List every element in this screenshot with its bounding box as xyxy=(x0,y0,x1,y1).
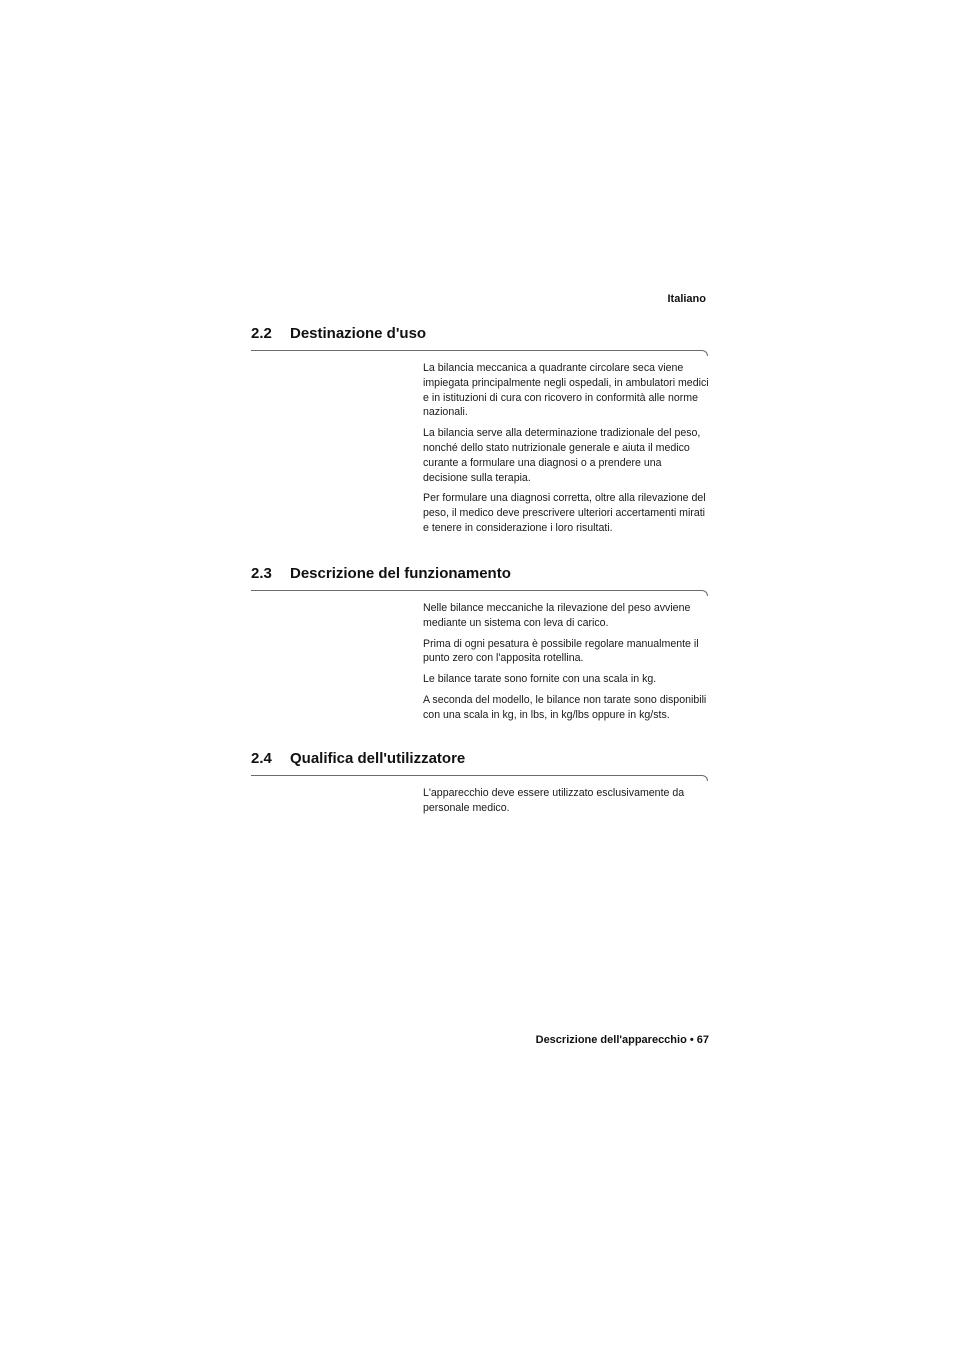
paragraph: La bilancia serve alla determinazione tradizionale del peso, nonché dello stato nutrizionale generale e aiuta il medico curante a formulare una diagnosi o a prendere una decisione sulla terapia. xyxy=(423,427,701,484)
section-divider xyxy=(251,775,702,776)
section-heading xyxy=(251,564,708,584)
section-divider xyxy=(251,350,702,351)
section-destinazione-uso xyxy=(251,324,708,542)
paragraph: La bilancia meccanica a quadrante circolare seca viene impiegata principalmente negli ospedali, in ambulatori medici e in istituzioni di cura con ricovero in conformità alle norme nazionali. xyxy=(423,362,709,419)
section-number: 2.3 xyxy=(251,565,272,582)
paragraph: Le bilance tarate sono fornite con una scala in kg. xyxy=(423,673,657,686)
section-title: Qualifica dell'utilizzatore xyxy=(290,750,466,767)
language-label: Italiano xyxy=(667,293,706,305)
section-divider xyxy=(251,590,702,591)
section-title: Destinazione d'uso xyxy=(290,325,427,342)
paragraph: Per formulare una diagnosi corretta, oltre alla rilevazione del peso, il medico deve prescrivere ulteriori accertamenti mirati e tenere in considerazione i loro risultati. xyxy=(423,492,706,534)
section-heading xyxy=(251,324,708,344)
page-footer: Descrizione dell'apparecchio • 67 xyxy=(535,1034,709,1046)
paragraph: L'apparecchio deve essere utilizzato esclusivamente da personale medico. xyxy=(423,787,685,814)
section-title: Descrizione del funzionamento xyxy=(290,565,511,582)
section-number: 2.2 xyxy=(251,325,272,342)
paragraph: Prima di ogni pesatura è possibile regolare manualmente il punto zero con l'apposita rotellina. xyxy=(423,637,699,665)
section-number: 2.4 xyxy=(251,750,272,767)
section-body xyxy=(423,786,709,816)
section-descrizione-funzionamento xyxy=(251,564,708,729)
section-heading xyxy=(251,749,708,769)
section-body xyxy=(423,361,709,536)
paragraph: Nelle bilance meccaniche la rilevazione del peso avviene mediante un sistema con leva di carico. xyxy=(423,602,691,629)
section-body xyxy=(423,601,709,723)
section-qualifica-utilizzatore xyxy=(251,749,708,822)
paragraph: A seconda del modello, le bilance non tarate sono disponibili con una scala in kg, in lbs, in kg/lbs oppure in kg/sts. xyxy=(423,693,707,721)
